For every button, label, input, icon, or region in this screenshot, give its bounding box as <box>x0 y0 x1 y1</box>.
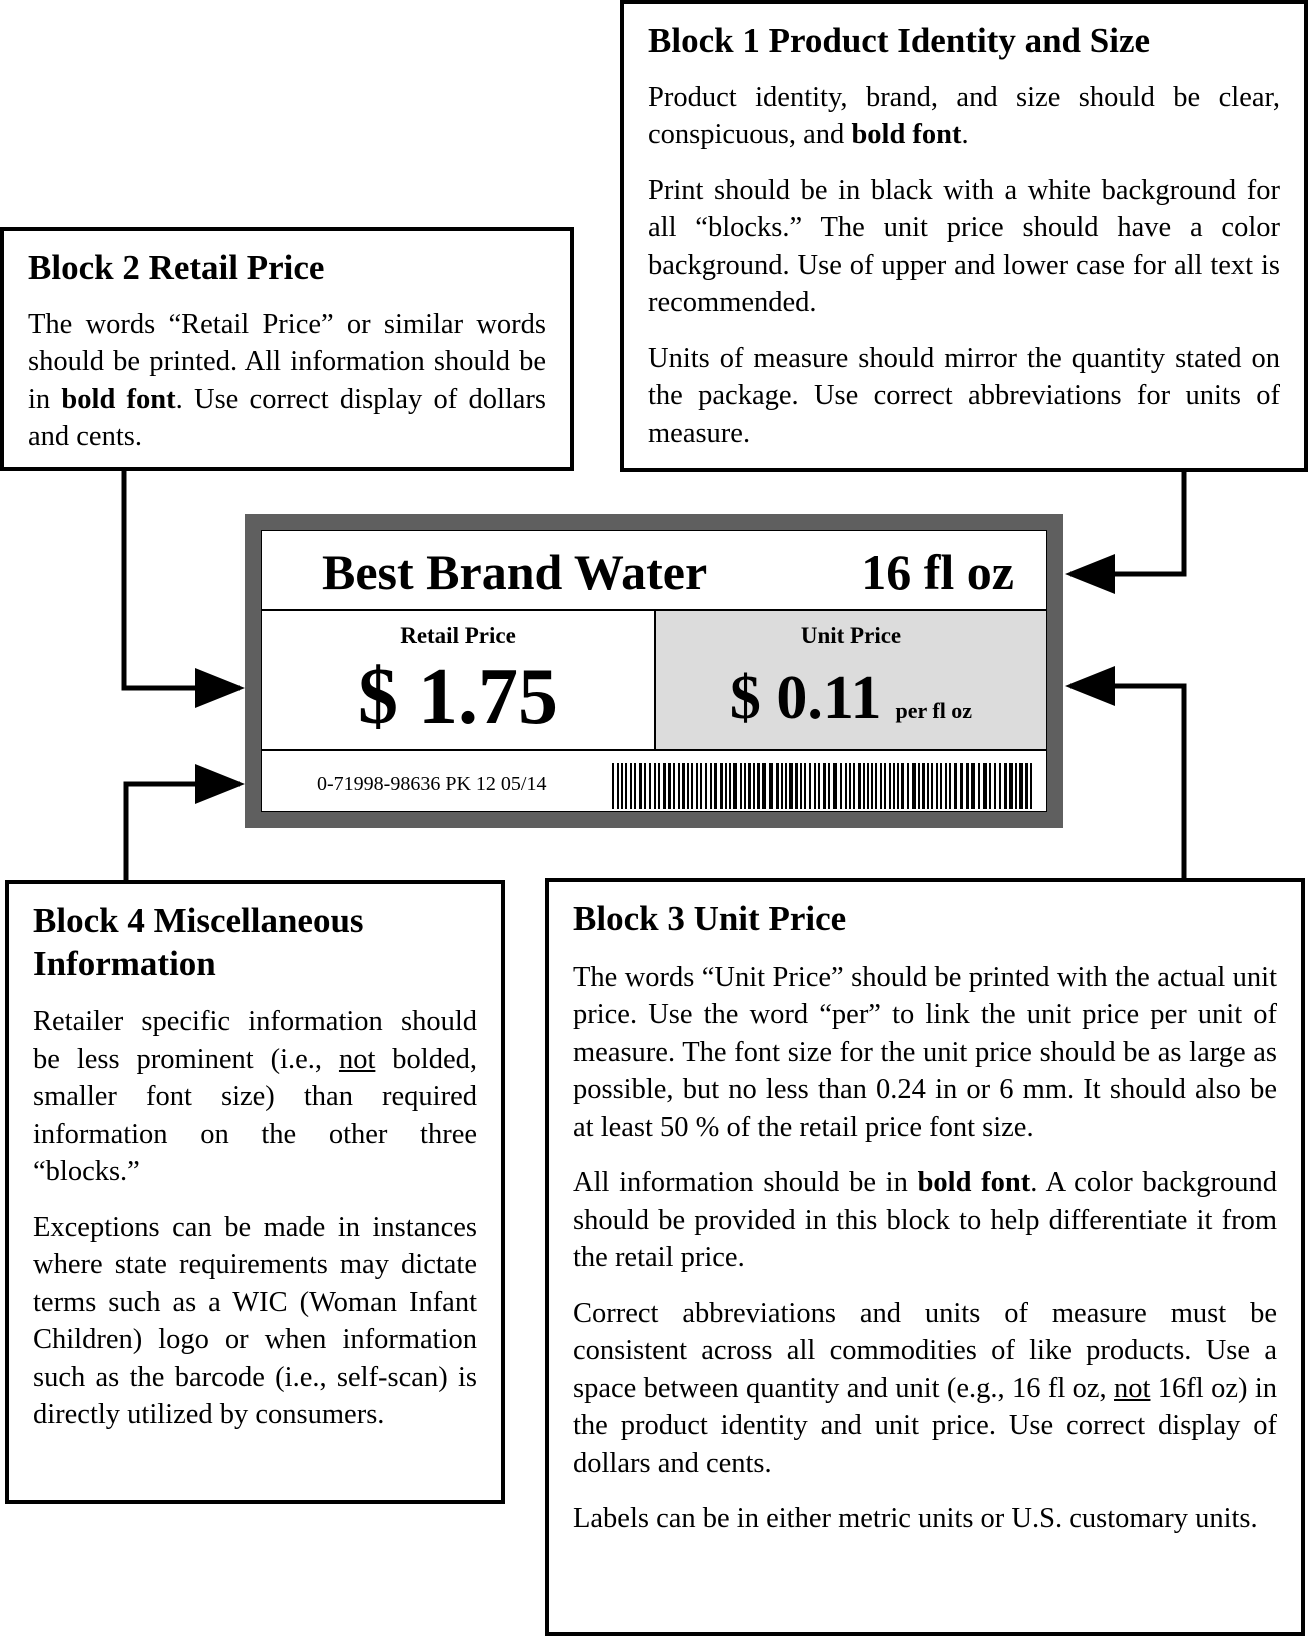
arrow-block1-to-product <box>1070 472 1184 574</box>
unit-price-cell <box>656 611 1046 751</box>
unit-price-line <box>656 663 1046 734</box>
block3-paragraph-3: Correct abbreviations and units of measure must be consistent across all commodities of like products. Use a space between quantity and unit (e.g., 16 fl oz, not 16fl oz) in the product identity and unit price. Use correct display of dollars and cents. <box>573 1297 1277 1479</box>
misc-info-row <box>262 753 1046 811</box>
block4-miscellaneous <box>5 880 505 1504</box>
product-identity-row <box>262 531 1046 611</box>
block1-title: Block 1 Product Identity and Size <box>648 21 1151 60</box>
block3-paragraph-1: The words “Unit Price” should be printed with the actual unit price. Use the word “per” to link the unit price per unit of measure. The font size for the unit price should be as large as possible, but no less than 0.24 in or 6 mm. It should also be at least 50 % of the retail price font size. <box>573 961 1277 1143</box>
block2-title: Block 2 Retail Price <box>28 248 325 287</box>
block1-product-identity <box>620 0 1308 472</box>
shelf-label-body <box>261 530 1047 812</box>
block3-unit-price <box>545 878 1305 1636</box>
unit-price-per: per fl oz <box>895 698 973 723</box>
arrow-block4-to-misc <box>126 784 240 880</box>
block2-paragraph-1: The words “Retail Price” or similar words should be printed. All information should be in bold font. Use correct display of dollars and cents. <box>28 308 547 453</box>
product-name: Best Brand Water <box>322 544 708 600</box>
retail-price-amount: $ 1.75 <box>358 653 558 741</box>
product-size: 16 fl oz <box>861 544 1014 600</box>
retailer-code-text: 0-71998-98636 PK 12 05/14 <box>317 773 547 795</box>
block4-title: Block 4 Miscellaneous Information <box>33 901 364 983</box>
unit-price-amount: $ 0.11 <box>729 664 882 732</box>
block4-paragraph-1: Retailer specific information should be less prominent (i.e., not bolded, smaller font size) than required information on the other three “blocks.” <box>33 1006 477 1188</box>
block3-paragraph-4: Labels can be in either metric units or U.S. customary units. <box>573 1503 1258 1535</box>
retail-price-label: Retail Price <box>400 623 516 648</box>
arrow-block2-to-retail <box>124 471 240 688</box>
unit-price-label: Unit Price <box>800 623 902 648</box>
block3-paragraph-2: All information should be in bold font. A color background should be provided in this block to help differentiate it from the retail price. <box>573 1167 1277 1274</box>
arrow-block3-to-unit <box>1070 686 1184 878</box>
barcode-icon <box>612 763 1036 809</box>
block1-paragraph-3: Units of measure should mirror the quantity stated on the package. Use correct abbreviations for units of measure. <box>648 342 1280 449</box>
block4-paragraph-2: Exceptions can be made in instances where state requirements may dictate terms such as a WIC (Woman Infant Children) logo or when information such as the barcode (i.e., self-scan) is directly utilized by consumers. <box>33 1211 477 1431</box>
block1-paragraph-1: Product identity, brand, and size should be clear, conspicuous, and bold font. <box>648 81 1280 151</box>
block2-retail-price <box>0 227 574 471</box>
block1-paragraph-2: Print should be in black with a white background for all “blocks.” The unit price should have a color background. Use of upper and lower case for all text is recommended. <box>648 174 1280 319</box>
retail-price-cell <box>262 611 656 751</box>
block3-title: Block 3 Unit Price <box>573 899 847 938</box>
shelf-label-example <box>245 514 1063 828</box>
